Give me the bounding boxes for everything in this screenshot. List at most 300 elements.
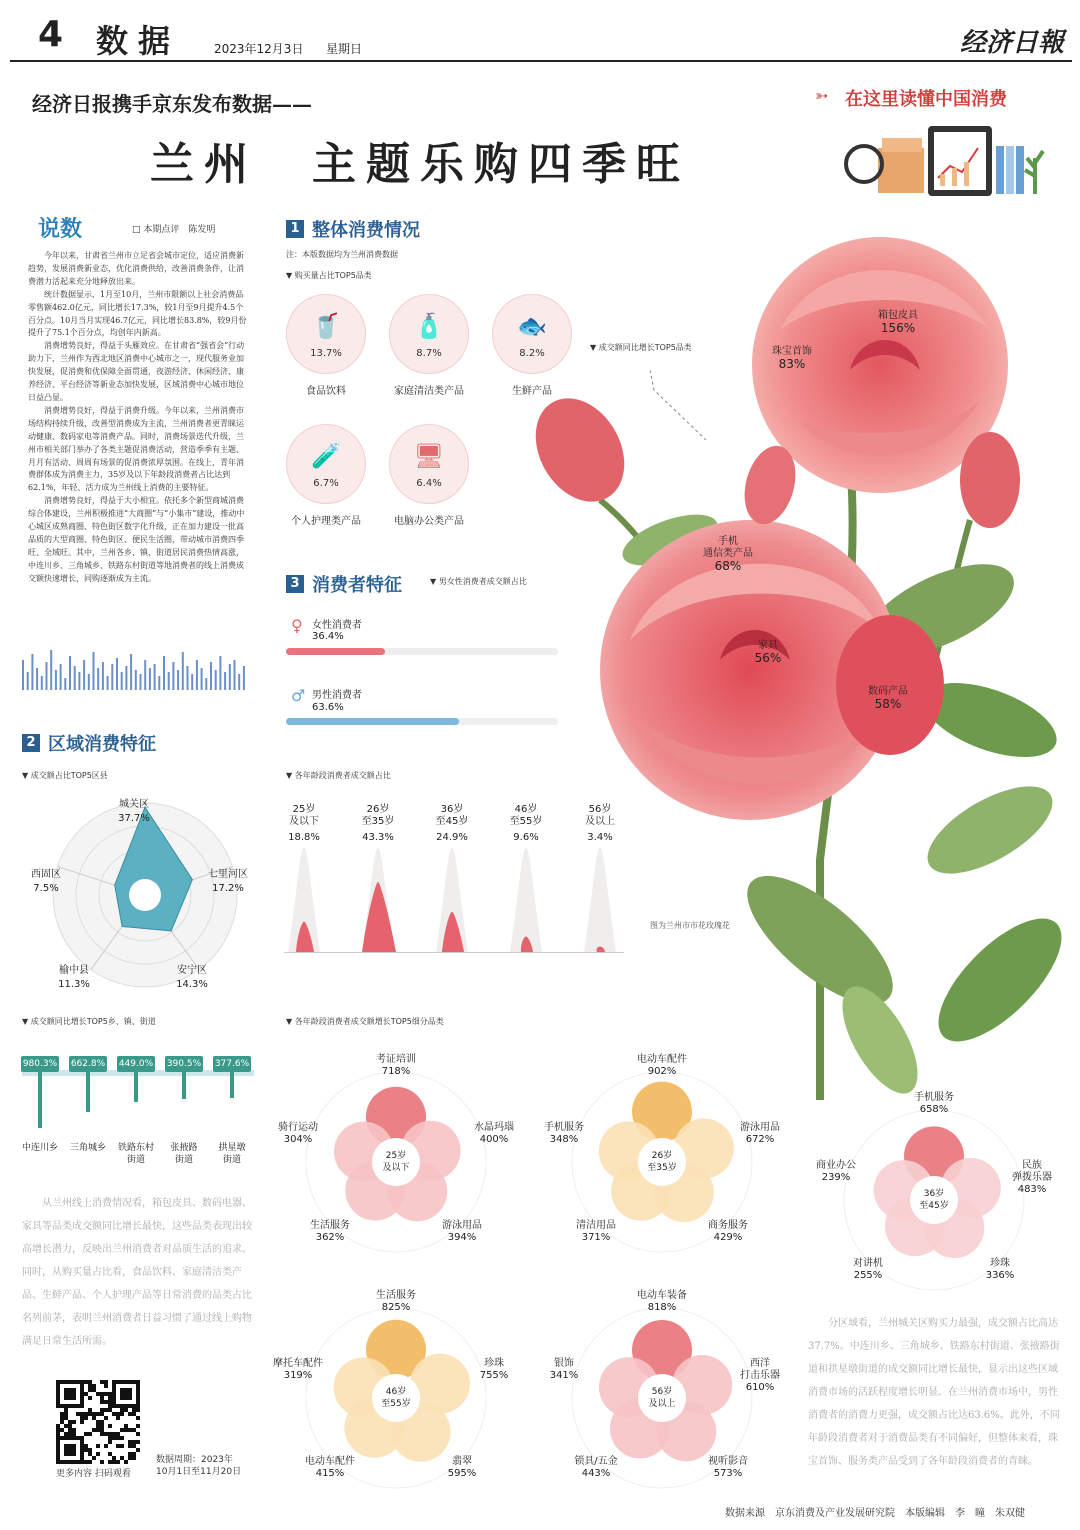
decor-bar: [93, 652, 95, 690]
qr-module: [88, 1448, 92, 1452]
commentary-byline: □ 本期点评 陈发明: [132, 225, 216, 235]
flower-item-pct: 443%: [581, 1468, 611, 1479]
qr-module: [104, 1384, 108, 1388]
age-label: 25岁 及以下: [289, 804, 319, 827]
district-name: 西固区: [31, 869, 61, 880]
flower-item-pct: 341%: [549, 1370, 579, 1381]
flower-item: [362, 1054, 430, 1078]
decor-bar: [158, 676, 160, 690]
section-number: 1: [286, 220, 304, 238]
decor-bar: [243, 666, 245, 690]
flower-item: [296, 1220, 364, 1244]
qr-module: [88, 1384, 92, 1388]
category-icon: 🐟: [517, 312, 547, 340]
paragraph: 消费增势良好，得益于大小相宜。依托多个新型商城消费综合体建设，兰州积极推进“大商圈”与“小集市”建设，推动中心城区成熟商圈、特色街区数字化升级，正在加力建设一批高品质的大型商圈、特色街区、便民生活圈，带动城市消费四季旺、全域旺。其中，兰州各乡、镇、街道居民消费热情高涨，中连川乡、三角城乡、铁路东村街道等地消费者的线上消费成交额快速增长，同购逐渐成为主流。: [28, 496, 245, 583]
flower-item-pct: 400%: [479, 1134, 509, 1145]
qr-finder-eye: [64, 1444, 76, 1456]
flower-item-label: 生活服务: [376, 1290, 416, 1301]
male-icon: ♂: [291, 686, 306, 705]
town-name: 铁路东村 街道: [117, 1143, 154, 1165]
flower-item-label: 水晶玛瑙: [474, 1122, 514, 1133]
decor-bar: [191, 674, 193, 690]
qr-module: [108, 1432, 112, 1436]
qr-module: [64, 1408, 68, 1412]
qr-module: [104, 1380, 108, 1384]
female-icon: ♀: [291, 616, 303, 635]
decor-bar: [97, 668, 99, 690]
flower-center-label: 26岁 至35岁: [647, 1151, 677, 1173]
age-chart-baseline: [284, 952, 624, 953]
growth-label: [860, 686, 916, 710]
decor-bar: [234, 660, 236, 690]
decor-bar: [41, 676, 43, 690]
qr-module: [104, 1432, 108, 1436]
qr-module: [112, 1460, 116, 1464]
qr-module: [84, 1460, 88, 1464]
female-bar-track: [286, 648, 558, 655]
qr-module: [128, 1412, 132, 1416]
growth-label: [700, 536, 756, 572]
flower-center-label: 25岁 及以下: [382, 1151, 410, 1173]
age-pct: 9.6%: [513, 832, 539, 843]
section-name: 数据: [96, 22, 181, 60]
decor-bar: [168, 672, 170, 690]
flower-item-label: 生活服务: [310, 1220, 350, 1231]
age-bar: [506, 844, 546, 954]
town-stem: [38, 1066, 42, 1128]
radar-label: [170, 964, 214, 992]
decor-bar: [201, 668, 203, 690]
qr-module: [84, 1416, 88, 1420]
flower-item-label: 西洋 打击乐器: [740, 1358, 780, 1381]
qr-module: [120, 1428, 124, 1432]
issue-date: 2023年12月3日: [214, 42, 304, 56]
section-title-text: 区域消费特征: [48, 734, 156, 755]
qr-module: [96, 1452, 100, 1456]
qr-module: [128, 1452, 132, 1456]
slogan: 在这里读懂中国消费: [845, 89, 1007, 110]
flower-item-label: 考证培训: [376, 1054, 416, 1065]
qr-module: [100, 1460, 104, 1464]
flower-item: [264, 1122, 332, 1146]
decor-bar: [78, 672, 80, 690]
age-bar: [432, 844, 472, 954]
qr-module: [116, 1436, 120, 1440]
purchase-category: [389, 294, 469, 404]
radar-label: [112, 798, 156, 826]
decor-bar: [107, 676, 109, 690]
qr-module: [84, 1444, 88, 1448]
decor-bar: [36, 668, 38, 690]
paragraph: 从兰州线上消费情况看，箱包皮具、数码电器、家具等品类成交额同比增长最快，这些品类表现出较高增长潜力，反映出兰州消费者对品质生活的追求。同时，从购买量占比看，食品饮料、家庭清洁类产品、生鲜产品、个人护理产品等日常消费的品类占比名列前茅，表明兰州消费者日益习惯了通过线上购物满足日常生活所需。: [22, 1198, 252, 1347]
data-note: 注：本版数据均为兰州消费数据: [286, 250, 398, 259]
flower-item-label: 银饰: [554, 1358, 574, 1369]
district-pct: 14.3%: [176, 979, 208, 990]
male-pct: 63.6%: [312, 702, 344, 713]
growth-pct: 56%: [754, 651, 782, 665]
qr-module: [108, 1460, 112, 1464]
category-label: 生鲜产品: [512, 386, 552, 397]
category-icon: 🧪: [311, 442, 341, 470]
district-pct: 37.7%: [118, 813, 150, 824]
qr-module: [68, 1428, 72, 1432]
qr-module: [116, 1432, 120, 1436]
town-name: 三角城乡: [69, 1143, 106, 1153]
decor-bar: [163, 656, 165, 690]
decor-bar: [116, 658, 118, 690]
qr-module: [68, 1424, 72, 1428]
decor-bar: [69, 656, 71, 690]
town-name: 张掖路 街道: [170, 1143, 198, 1165]
qr-module: [96, 1412, 100, 1416]
radar-subsection-label: ▼ 成交额占比TOP5区县: [22, 771, 108, 780]
flower-item-pct: 371%: [581, 1232, 611, 1243]
flower-item-pct: 348%: [549, 1134, 579, 1145]
flower-item-pct: 825%: [381, 1302, 411, 1313]
qr-module: [100, 1420, 104, 1424]
flower-item-label: 电动车装备: [637, 1290, 687, 1301]
qr-module: [100, 1424, 104, 1428]
qr-module: [104, 1416, 108, 1420]
qr-module: [64, 1424, 68, 1428]
qr-module: [100, 1428, 104, 1432]
qr-module: [132, 1412, 136, 1416]
qr-code-icon[interactable]: [56, 1380, 140, 1464]
qr-module: [60, 1420, 64, 1424]
qr-module: [104, 1400, 108, 1404]
town-badge: 449.0%: [117, 1056, 155, 1072]
flower-item-label: 民族 弹拨乐器: [1012, 1160, 1052, 1183]
town-badge: 390.5%: [165, 1056, 203, 1072]
flower-item-label: 清洁用品: [576, 1220, 616, 1231]
qr-module: [92, 1416, 96, 1420]
qr-module: [104, 1408, 108, 1412]
qr-module: [128, 1456, 132, 1460]
qr-module: [96, 1392, 100, 1396]
qr-module: [136, 1432, 140, 1436]
qr-module: [64, 1412, 68, 1416]
age-label: 56岁 及以上: [585, 804, 615, 827]
category-pct: 6.4%: [416, 478, 442, 489]
qr-module: [100, 1412, 104, 1416]
decor-bar: [121, 672, 123, 690]
flower-item: [834, 1258, 902, 1282]
age-bar-track: [584, 848, 616, 952]
qr-module: [132, 1444, 136, 1448]
qr-module: [96, 1424, 100, 1428]
qr-module: [96, 1428, 100, 1432]
age-bar: [358, 844, 398, 954]
category-icon: 🧴: [414, 312, 444, 340]
qr-module: [100, 1380, 104, 1384]
qr-module: [56, 1432, 60, 1436]
radar-label: [206, 868, 250, 896]
flower-item: [530, 1122, 598, 1146]
flower-item: [694, 1220, 762, 1244]
decor-bar: [224, 672, 226, 690]
decor-bar: [205, 678, 207, 690]
qr-module: [108, 1440, 112, 1444]
flower-item-pct: 755%: [479, 1370, 509, 1381]
flower-item: [726, 1358, 794, 1394]
qr-module: [84, 1432, 88, 1436]
age-bar-track: [510, 848, 542, 952]
female-bar-fill: [286, 648, 385, 655]
qr-finder-eye: [120, 1388, 132, 1400]
commentary-body: [28, 250, 250, 586]
growth-category: 数码产品: [868, 686, 908, 697]
district-name: 安宁区: [177, 965, 207, 976]
qr-module: [100, 1400, 104, 1404]
header-rule: [10, 60, 1072, 62]
decor-bar: [144, 660, 146, 690]
flower-item: [562, 1456, 630, 1480]
growth-pct: 58%: [874, 697, 902, 711]
section-number: 3: [286, 575, 304, 593]
decor-bar: [177, 670, 179, 690]
qr-module: [132, 1452, 136, 1456]
growth-label: [740, 640, 796, 664]
growth-category: 家具: [758, 640, 778, 651]
flower-item-label: 骑行运动: [278, 1122, 318, 1133]
qr-module: [108, 1400, 112, 1404]
flower-item-pct: 415%: [315, 1468, 345, 1479]
qr-module: [116, 1460, 120, 1464]
qr-module: [88, 1412, 92, 1416]
data-period: 数据周期：2023年 10月1日至11月20日: [156, 1455, 242, 1477]
qr-module: [80, 1420, 84, 1424]
qr-module: [68, 1420, 72, 1424]
qr-module: [88, 1380, 92, 1384]
radar-label: [24, 868, 68, 896]
decorative-bars-icon: [22, 646, 252, 690]
category-circle: [286, 424, 366, 504]
gender-subsection-label: ▼ 男女性消费者成交额占比: [430, 577, 527, 586]
flower-item-pct: 336%: [985, 1270, 1015, 1281]
decor-bar: [135, 670, 137, 690]
decor-bar: [74, 666, 76, 690]
decor-bar: [219, 656, 221, 690]
category-pct: 6.7%: [313, 478, 339, 489]
decor-bar: [125, 666, 127, 690]
qr-module: [128, 1440, 132, 1444]
photo-caption: 图为兰州市市花玫瑰花: [650, 921, 730, 930]
qr-module: [112, 1412, 116, 1416]
age-pct: 3.4%: [587, 832, 613, 843]
qr-module: [96, 1420, 100, 1424]
qr-module: [88, 1408, 92, 1412]
qr-module: [112, 1432, 116, 1436]
growth-label: [764, 346, 820, 370]
growth-pct: 156%: [880, 321, 916, 335]
flower-center-label: 36岁 至45岁: [919, 1189, 949, 1211]
flower-item-pct: 319%: [283, 1370, 313, 1381]
growth-pct: 83%: [778, 357, 806, 371]
flower-item-label: 锁具/五金: [574, 1456, 618, 1467]
qr-module: [120, 1436, 124, 1440]
flower-item: [460, 1358, 528, 1382]
growth-category: 手机 通信类产品: [703, 536, 753, 559]
qr-module: [108, 1436, 112, 1440]
qr-module: [56, 1428, 60, 1432]
qr-module: [120, 1444, 124, 1448]
section-2-title: [22, 730, 156, 756]
age-label: 26岁 至35岁: [361, 804, 395, 827]
qr-module: [92, 1412, 96, 1416]
age-bar: [580, 844, 620, 954]
growth-pct: 68%: [714, 559, 742, 573]
qr-module: [88, 1432, 92, 1436]
decor-bar: [187, 666, 189, 690]
age-pct: 43.3%: [362, 832, 394, 843]
category-icon: 🥤: [311, 312, 341, 340]
district-name: 榆中县: [59, 965, 89, 976]
flower-item-label: 摩托车配件: [273, 1358, 323, 1369]
district-pct: 17.2%: [212, 883, 244, 894]
qr-module: [92, 1428, 96, 1432]
flower-item: [802, 1160, 870, 1184]
qr-module: [136, 1416, 140, 1420]
decor-bar: [210, 662, 212, 690]
qr-module: [136, 1408, 140, 1412]
age-pct: 18.8%: [288, 832, 320, 843]
district-pct: 11.3%: [58, 979, 90, 990]
paragraph: 分区域看，兰州城关区购买力最强，成交额占比高达37.7%。中连川乡、三角城乡、铁路东村街道、张掖路街道和拱星墩街道的成交额同比增长最快，显示出这些区域消费市场的活跃程度增长明显。在兰州消费市场中，男性消费者的消费力更强，成交额占比达63.6%。此外，不同年龄段消费者对于消费品类有不同偏好，但整体来看，珠宝首饰、服务类产品受到了各年龄段消费者的青睐。: [808, 1318, 1060, 1467]
paragraph: 消费增势良好，得益于头雁效应。在甘肃省“强省会”行动助力下，兰州作为西北地区消费中心城市之一，现代服务业加快发展，促消费和优保障全面贯通，夜游经济、休闲经济、康养经济、平台经济等新业态加快发展，区域消费中心城市地位日益凸显。: [28, 341, 245, 402]
male-bar-fill: [286, 718, 459, 725]
qr-module: [136, 1440, 140, 1444]
qr-module: [132, 1440, 136, 1444]
decor-bar: [130, 654, 132, 690]
section-1-title: [286, 216, 420, 242]
flower-item: [726, 1122, 794, 1146]
qr-module: [88, 1388, 92, 1392]
flower-item-pct: 362%: [315, 1232, 345, 1243]
growth-category: 箱包皮具: [878, 310, 918, 321]
flower-item-label: 游泳用品: [442, 1220, 482, 1231]
decor-bar: [88, 674, 90, 690]
flower-subsection-label: ▼ 各年龄段消费者成交额增长TOP5细分品类: [286, 1017, 444, 1026]
category-label: 食品饮料: [306, 386, 346, 397]
town-subsection-label: ▼ 成交额同比增长TOP5乡、镇、街道: [22, 1017, 156, 1026]
qr-module: [108, 1396, 112, 1400]
qr-module: [80, 1412, 84, 1416]
qr-module: [116, 1416, 120, 1420]
district-pct: 7.5%: [33, 883, 59, 894]
kicker: 经济日报携手京东发布数据——: [32, 92, 312, 116]
age-label: 36岁 至45岁: [435, 804, 469, 827]
flower-item-pct: 902%: [647, 1066, 677, 1077]
category-pct: 13.7%: [310, 348, 342, 359]
right-analysis-text: [808, 1312, 1062, 1473]
decor-bar: [46, 662, 48, 690]
flower-item-label: 游泳用品: [740, 1122, 780, 1133]
flower-item-label: 手机服务: [914, 1092, 954, 1103]
flower-item: [296, 1456, 364, 1480]
qr-module: [64, 1432, 68, 1436]
purchase-category: [286, 424, 366, 534]
qr-module: [132, 1456, 136, 1460]
flower-item-pct: 239%: [821, 1172, 851, 1183]
commentary-title: 说数: [38, 216, 83, 242]
flower-center-label: 46岁 至55岁: [381, 1387, 411, 1409]
qr-module: [60, 1416, 64, 1420]
decor-bar: [111, 664, 113, 690]
purchase-category: [389, 424, 469, 534]
category-label: 电脑办公类产品: [394, 516, 464, 527]
growth-label: [870, 310, 926, 334]
qr-module: [116, 1444, 120, 1448]
qr-module: [112, 1456, 116, 1460]
qr-module: [56, 1424, 60, 1428]
growth-category: 珠宝首饰: [772, 346, 812, 357]
flower-item-pct: 610%: [745, 1382, 775, 1393]
qr-module: [124, 1424, 128, 1428]
flower-item: [694, 1456, 762, 1480]
category-pct: 8.2%: [519, 348, 545, 359]
male-label: 男性消费者: [312, 690, 362, 701]
category-label: 家庭清洁类产品: [394, 386, 464, 397]
town-stem: [86, 1066, 90, 1112]
category-circle: [389, 424, 469, 504]
qr-module: [104, 1444, 108, 1448]
page-number: 4: [38, 14, 64, 55]
qr-module: [68, 1432, 72, 1436]
flower-item-label: 商务服务: [708, 1220, 748, 1231]
paragraph: 今年以来，甘肃省兰州市立足省会城市定位，适应消费新趋势，发展消费新业态，优化消费供给，改善消费条件，让消费潜力活起来充分地释放出来。: [28, 251, 244, 286]
flower-item-pct: 304%: [283, 1134, 313, 1145]
flower-item: [628, 1290, 696, 1314]
qr-module: [80, 1416, 84, 1420]
decor-bar: [149, 668, 151, 690]
qr-module: [112, 1436, 116, 1440]
flower-item: [966, 1258, 1034, 1282]
flower-item: [264, 1358, 332, 1382]
qr-module: [92, 1388, 96, 1392]
flower-item: [428, 1220, 496, 1244]
qr-module: [96, 1444, 100, 1448]
decor-bar: [22, 660, 24, 690]
decor-bar: [140, 674, 142, 690]
qr-module: [108, 1392, 112, 1396]
flower-item-pct: 595%: [447, 1468, 477, 1479]
qr-caption: 更多内容 扫码观看: [56, 1469, 131, 1479]
decor-bar: [50, 650, 52, 690]
decor-bar: [31, 654, 33, 690]
decor-bar: [229, 664, 231, 690]
masthead-logo: 经济日報: [960, 28, 1065, 58]
qr-module: [136, 1424, 140, 1428]
qr-module: [72, 1432, 76, 1436]
flower-item-label: 商业办公: [816, 1160, 856, 1171]
flower-item-label: 珍珠: [990, 1258, 1010, 1269]
flower-item: [362, 1290, 430, 1314]
qr-module: [116, 1412, 120, 1416]
qr-module: [120, 1456, 124, 1460]
section-number: 2: [22, 734, 40, 752]
flower-item-pct: 255%: [853, 1270, 883, 1281]
qr-module: [88, 1460, 92, 1464]
qr-module: [92, 1456, 96, 1460]
qr-module: [88, 1396, 92, 1400]
category-pct: 8.7%: [416, 348, 442, 359]
town-badge: 980.3%: [21, 1056, 59, 1072]
category-icon: 🖥: [413, 442, 445, 470]
flower-item-pct: 394%: [447, 1232, 477, 1243]
female-label: 女性消费者: [312, 620, 362, 631]
flower-item-pct: 672%: [745, 1134, 775, 1145]
age-subsection-label: ▼ 各年龄段消费者成交额占比: [286, 771, 391, 780]
